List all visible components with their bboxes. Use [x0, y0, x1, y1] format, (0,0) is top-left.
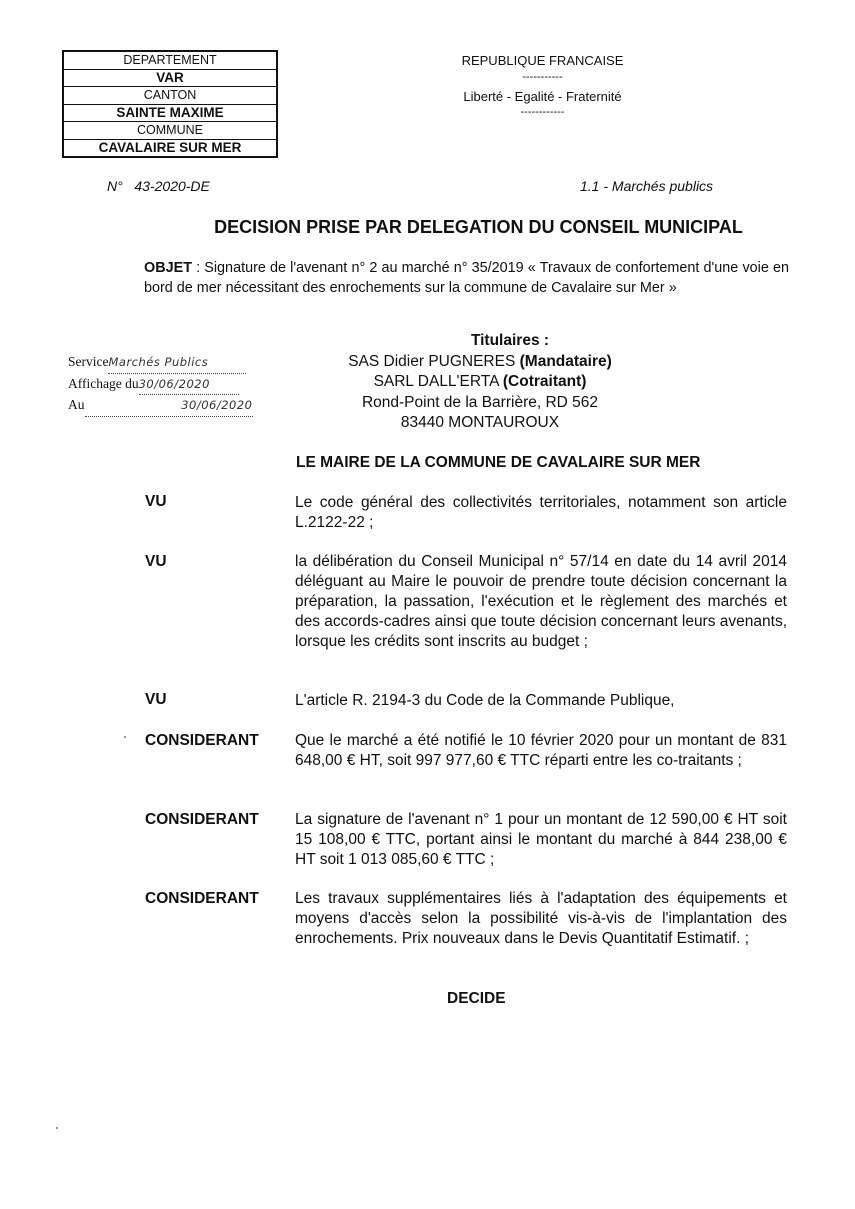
republic-motto: Liberté - Egalité - Fraternité	[463, 89, 622, 104]
canton-label: CANTON	[64, 87, 276, 105]
titulaire-2	[300, 372, 660, 393]
titulaire-1-role: (Mandataire)	[519, 352, 612, 370]
titulaire-2-role: (Cotraitant)	[502, 373, 587, 390]
clause-4-label: CONSIDERANT	[145, 732, 259, 749]
commune-value: CAVALAIRE SUR MER	[98, 139, 242, 155]
clause-2-label: VU	[145, 553, 167, 570]
clause-4-text: Que le marché a été notifié le 10 février 2020 pour un montant de 831 648,00 € HT, soit 997 977,60 € TTC réparti entre les co-traitants ;	[295, 732, 787, 769]
affichage-handwritten: 30/06/2020	[138, 376, 210, 391]
scan-speck	[124, 736, 126, 738]
service-handwritten: Marchés Publics	[108, 355, 209, 369]
clause-1-label: VU	[145, 493, 167, 510]
decision-number-prefix: N°	[107, 178, 123, 194]
titulaires-city: 83440 MONTAUROUX	[400, 414, 560, 431]
canton-value: SAINTE MAXIME	[64, 105, 276, 123]
affichage-line	[68, 374, 253, 396]
scan-speck	[56, 1127, 58, 1129]
clause-5-label: CONSIDERANT	[145, 811, 259, 828]
decide-heading: DECIDE	[447, 990, 506, 1007]
service-stamp	[68, 352, 253, 417]
au-line	[68, 395, 253, 417]
republic-separator-2: ------------	[520, 106, 565, 118]
objet-paragraph	[144, 258, 789, 298]
commune-label: COMMUNE	[64, 122, 276, 140]
objet-text: : Signature de l'avenant n° 2 au marché n° 35/2019 « Travaux de confortement d'une voie en bord de mer nécessitant des enrochements sur la commune de Cavalaire sur Mer »	[144, 260, 789, 296]
titulaires-heading: Titulaires :	[470, 332, 550, 349]
document-title: DECISION PRISE PAR DELEGATION DU CONSEIL MUNICIPAL	[214, 217, 743, 237]
decision-number	[107, 178, 210, 194]
service-label: Service	[68, 354, 109, 369]
titulaire-1	[300, 352, 660, 373]
titulaire-2-name: SARL DALL'ERTA	[373, 373, 503, 390]
department-label: DEPARTEMENT	[64, 52, 276, 70]
affichage-label: Affichage du	[68, 375, 139, 391]
maire-heading: LE MAIRE DE LA COMMUNE DE CAVALAIRE SUR MER	[296, 454, 701, 471]
clause-1-text: Le code général des collectivités territoriales, notamment son article L.2122-22 ;	[295, 494, 787, 531]
clause-3-label: VU	[145, 691, 167, 708]
clause-6-text: Les travaux supplémentaires liés à l'adaptation des équipements et moyens d'accès selon la possibilité vis-à-vis de l'implantation des enrochements. Prix nouveaux dans le Devis Quantitatif Estimatif. ;	[295, 890, 787, 947]
titulaires-address: Rond-Point de la Barrière, RD 562	[361, 393, 599, 411]
titulaires-block	[300, 331, 660, 434]
objet-label: OBJET	[144, 260, 192, 276]
republic-name: REPUBLIQUE FRANCAISE	[461, 53, 624, 68]
titulaire-1-name: SAS Didier PUGNERES	[348, 352, 520, 370]
clause-5-text: La signature de l'avenant n° 1 pour un montant de 12 590,00 € HT soit 15 108,00 € TTC, portant ainsi le montant du marché à 844 238,00 € HT soit 1 013 085,60 € TTC ;	[295, 811, 787, 868]
department-value: VAR	[64, 70, 276, 88]
admin-header-box	[62, 50, 278, 158]
au-label: Au	[68, 397, 85, 412]
service-line	[68, 352, 253, 374]
republic-separator-1: -----------	[522, 71, 563, 83]
decision-category: 1.1 - Marchés publics	[580, 178, 714, 194]
au-handwritten: 30/06/2020	[181, 398, 253, 412]
clause-2-text: la délibération du Conseil Municipal n° 57/14 en date du 14 avril 2014 déléguant au Maire le pouvoir de prendre toute décision concernant la préparation, la passation, l'exécution et le règlement des marchés et des accords-cadres ainsi que toute décision concernant leurs avenants, lorsque les crédits sont inscrits au budget ;	[295, 553, 787, 650]
clause-6-label: CONSIDERANT	[145, 890, 259, 907]
clause-3-text: L'article R. 2194-3 du Code de la Commande Publique,	[295, 692, 675, 709]
decision-number-value: 43-2020-DE	[134, 178, 210, 194]
